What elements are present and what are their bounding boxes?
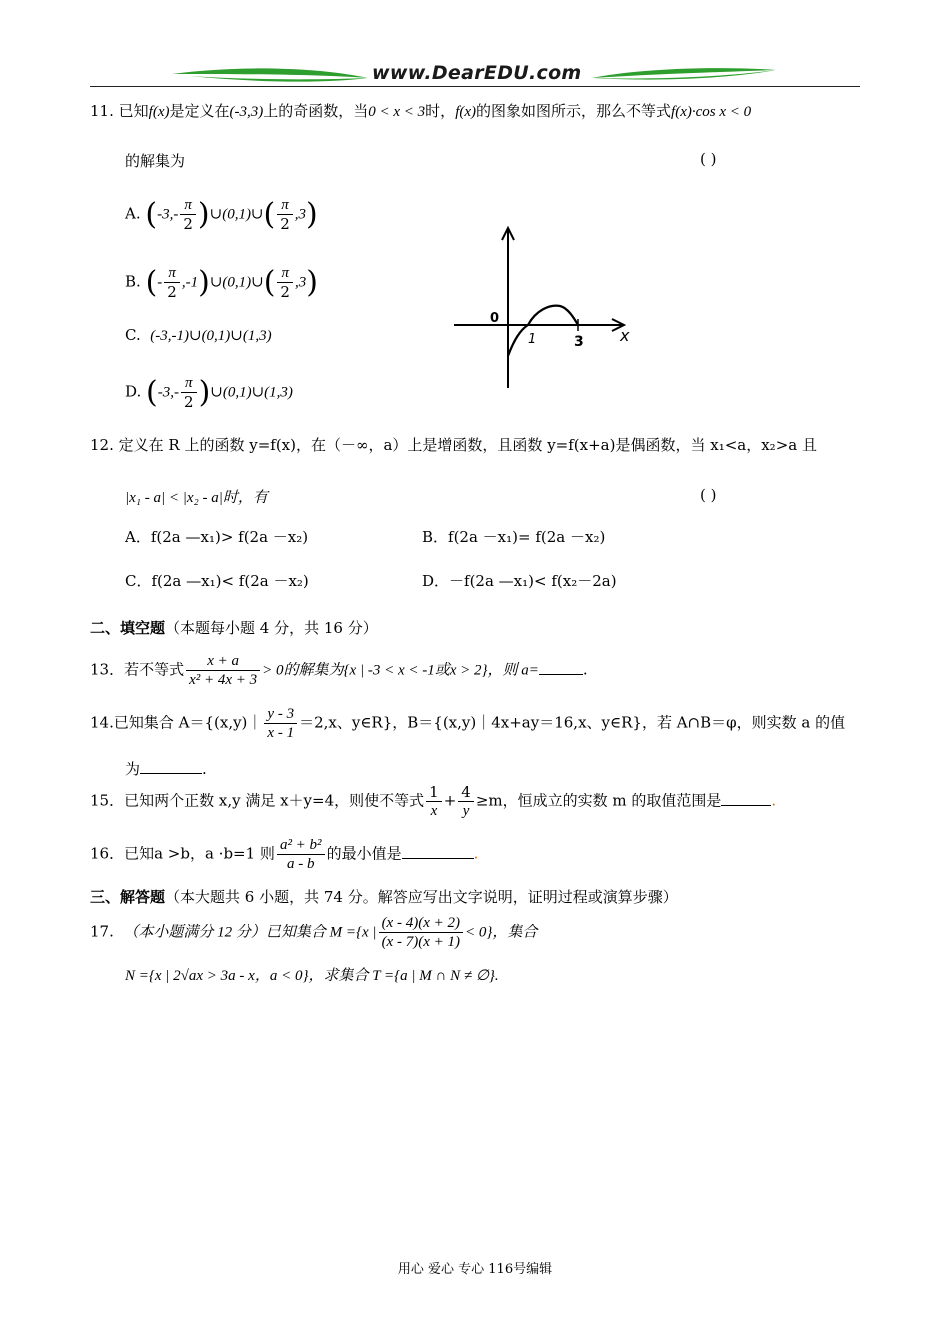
q15-answer-blank[interactable]	[721, 805, 771, 806]
q14-answer-blank[interactable]	[140, 773, 202, 774]
q13-answer-blank[interactable]	[539, 674, 583, 675]
q11-stem-cont: 的解集为	[125, 152, 186, 170]
q11-stem: 11. 已知f(x)是定义在(-3,3)上的奇函数，当0 < x < 3时，f(x)的图象如图所示，那么不等式f(x)·cos x < 0	[90, 102, 752, 120]
graph-curve	[508, 306, 578, 356]
q12-option-c: C．f(2a —x₁)< f(2a －x₂)	[125, 572, 309, 590]
graph-tick1-label: 1	[528, 332, 537, 347]
q12-stem: 12. 定义在 R 上的函数 y=f(x)，在（－∞，a）上是增函数，且函数 y=f(x+a)是偶函数，当 x₁<a，x₂>a 且	[90, 436, 817, 454]
q13: 13．若不等式 $\frac{x + a}{\text{x² + 4x + 3}}$ > 0的解集为{x | -3 < x < -1或x > 2}，则 a= .	[90, 653, 588, 688]
q16: 16．已知a >b，a ·b=1 则 $\frac{\text{a² + b²}}{a - b}$ 的最小值是 .	[90, 837, 479, 872]
header-site-url: www.DearEDU.com	[372, 62, 582, 84]
header-rule	[90, 86, 860, 87]
q12-stem-cont: |x₁ - a| < |x₂ - a|时，有	[125, 490, 268, 506]
header-swoosh-left	[170, 64, 370, 86]
q15: 15．已知两个正数 x,y 满足 x＋y=4，则使不等式 $\frac{1}{x}$ + $\frac{4}{y}$ ≥m，恒成立的实数 m 的取值范围是 .	[90, 783, 777, 819]
header-swoosh-right	[592, 64, 778, 86]
q11-function-graph	[450, 222, 640, 392]
q11-option-a: A. (-3,- $\frac{\pi}{2}$ )∪(0,1)∪( $\frac{\pi}{2}$ ,3)	[125, 196, 318, 233]
graph-origin-label: 0	[490, 311, 500, 326]
q17-cont: N ={x | 2√ax > 3a - x，a < 0}，求集合 T ={a | M ∩ N ≠ ∅}.	[125, 968, 499, 984]
q11-answer-bracket: ( )	[700, 150, 717, 168]
q12-option-d: D．－f(2a —x₁)< f(x₂－2a)	[422, 572, 617, 590]
q11-option-b: B. (- $\frac{\pi}{2}$ ,-1)∪(0,1)∪( $\frac{\pi}{2}$ ,3)	[125, 264, 318, 301]
section-2-heading: 二、填空题（本题每小题 4 分，共 16 分）	[90, 619, 378, 637]
q16-answer-blank[interactable]	[402, 858, 474, 859]
graph-tick3-label: 3	[574, 334, 584, 350]
q12-answer-bracket: ( )	[700, 486, 717, 504]
q12-option-a: A．f(2a —x₁)> f(2a －x₂)	[125, 528, 309, 546]
q11-option-d: D. (-3,- $\frac{\pi}{2}$ )∪(0,1)∪(1,3)	[125, 374, 293, 411]
q17: 17. （本小题满分 12 分）已知集合 M ={x | $\frac{(x - 4)(x + 2)}{(x - 7)(x + 1)}$ < 0}，集合	[90, 915, 538, 950]
graph-x-label: x	[620, 326, 630, 345]
q14: 14.已知集合 A＝{(x,y)｜ $\frac{y - 3}{x - 1}$ ＝2,x、y∈R}，B＝{(x,y)｜4x+ay＝16,x、y∈R}，若 A∩B＝φ，则实数 a 的值	[90, 706, 846, 741]
q11-option-c: C. (-3,-1)∪(0,1)∪(1,3)	[125, 326, 272, 344]
section-3-heading: 三、解答题（本大题共 6 小题，共 74 分。解答应写出文字说明，证明过程或演算步骤）	[90, 888, 678, 906]
q14-cont: 为 .	[125, 760, 207, 778]
page-footer: 用心 爱心 专心 116号编辑	[397, 1262, 553, 1277]
q12-option-b: B．f(2a －x₁)= f(2a －x₂)	[422, 528, 606, 546]
